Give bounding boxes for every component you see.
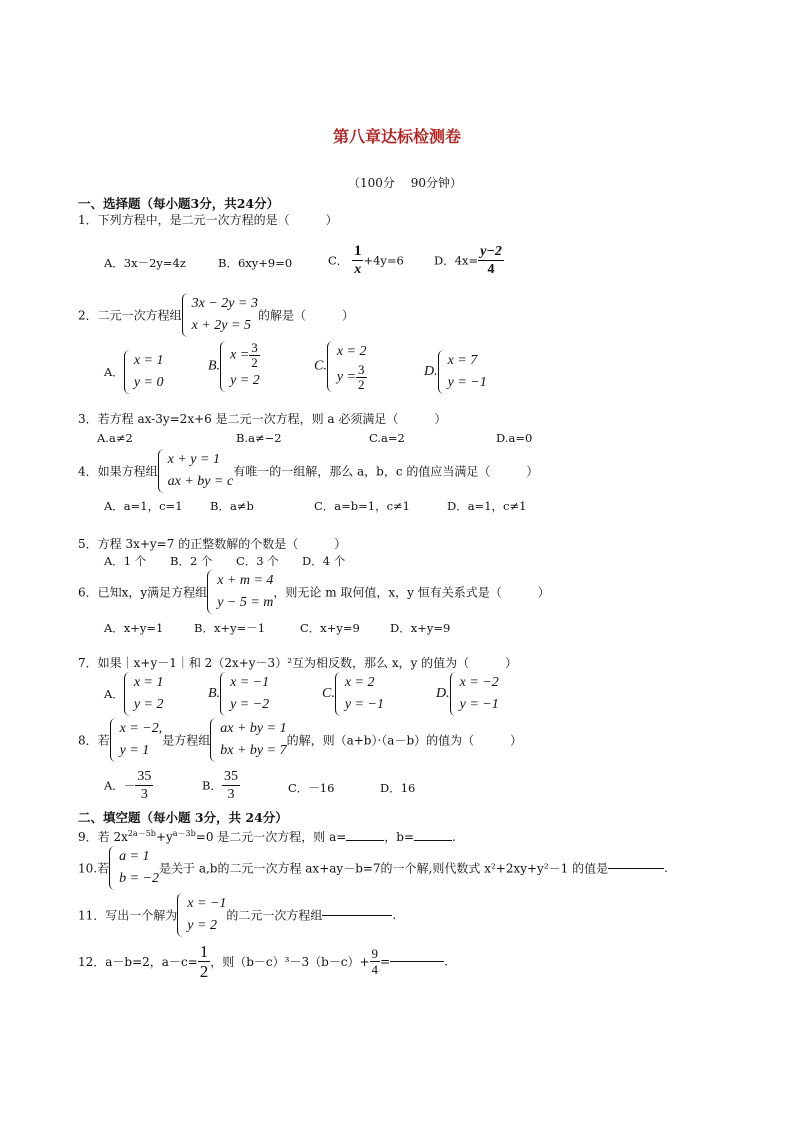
q8-stem-post: 的解，则（a+b）·（a－b）的值为（ ）	[286, 733, 523, 748]
page-title: 第八章达标检测卷	[332, 127, 461, 146]
q1-c-rest: +4y=6	[363, 253, 404, 268]
q4-stem	[78, 449, 538, 493]
q8-system	[210, 718, 286, 762]
q11-eq1: x = −1	[187, 896, 227, 911]
q2-b-label: B.	[208, 358, 221, 374]
q1-d-den: 4	[487, 262, 495, 277]
q3-option-d: D.a=0	[496, 431, 533, 445]
q6-option-a: A．x+y=1	[104, 621, 164, 635]
q6-option-c: C．x+y=9	[300, 621, 360, 635]
q12-post: =	[380, 954, 391, 969]
q8-b-num: 35	[223, 769, 238, 784]
q2-option-a	[104, 350, 163, 394]
q9-post: =0 是二元一次方程，则 a=	[195, 830, 347, 844]
q2-b-x	[228, 341, 260, 370]
q3-option-c: C.a=2	[369, 431, 405, 445]
q12-end: .	[444, 954, 448, 969]
q1-option-a: A．3x－2y=4z	[104, 256, 186, 270]
q4-eq1: x + y = 1	[167, 452, 220, 467]
q7-d-x: x = −2	[459, 675, 499, 690]
q2-option-d	[424, 350, 487, 394]
q7-a-system	[124, 672, 164, 716]
q2-a-y: y = 0	[133, 375, 164, 390]
q7-d-system	[450, 672, 499, 716]
q8-option-a	[104, 768, 153, 803]
q7-option-b	[208, 672, 269, 716]
q7-c-label: C.	[322, 686, 335, 701]
q12-den2: 4	[371, 962, 379, 977]
q2-c-system	[327, 341, 367, 392]
q12-pre: 12．a－b=2，a－c=	[78, 955, 198, 969]
q5-option-d: D．4 个	[302, 554, 346, 568]
q2-a-label: A．	[104, 365, 124, 379]
q2-stem	[78, 293, 354, 337]
q12-num1: 1	[199, 942, 209, 961]
q10-eq2: b = −2	[119, 871, 159, 886]
q2-c-den: 2	[358, 377, 365, 392]
q10	[78, 846, 668, 890]
q4-option-c: C．a=b=1，c≠1	[314, 499, 410, 513]
q8-option-c: C．－16	[288, 781, 335, 795]
q6-option-d: D．x+y=9	[390, 621, 451, 635]
q7-b-system	[220, 672, 269, 716]
q12-num2: 9	[371, 946, 379, 961]
q10-post: 是关于 a,b的二元一次方程 ax+ay－b=7的一个解,则代数式 x²+2xy+y²－1 的值是	[159, 861, 609, 876]
q7-d-label: D.	[436, 686, 450, 701]
q12-blank[interactable]	[390, 961, 444, 962]
q8-s1: x = −2,	[119, 721, 163, 736]
q7-stem: 7．如果｜x+y－1｜和 2（2x+y－3）²互为相反数，那么 x，y 的值为（ ）	[78, 656, 518, 670]
q8-stem	[78, 718, 522, 762]
q1-option-d	[434, 243, 504, 278]
q8-s2: y = 1	[119, 743, 150, 758]
q7-c-system	[335, 672, 384, 716]
q3-stem: 3．若方程 ax-3y=2x+6 是二元一次方程，则 a 必须满足（ ）	[78, 412, 447, 426]
section-choice-heading: 一、选择题（每小题3分，共24分）	[78, 196, 280, 211]
q2-c-label: C.	[314, 358, 327, 374]
q8-solution-system	[110, 718, 163, 762]
q2-d-system	[438, 350, 487, 394]
q7-option-c	[322, 672, 384, 716]
q12-den1: 2	[199, 962, 209, 981]
q12-frac2	[370, 946, 381, 977]
q11	[78, 893, 396, 937]
q9-pre: 9．若 2x	[78, 830, 128, 844]
q8-option-d: D．16	[380, 781, 416, 795]
q2-d-label: D.	[424, 364, 438, 379]
q11-pre: 11．写出一个解为	[78, 908, 178, 923]
q12-frac1	[198, 942, 211, 981]
q2-a-x: x = 1	[133, 353, 164, 368]
q2-c-num: 3	[358, 362, 365, 377]
q2-c-y-pre: y =	[336, 369, 357, 385]
q8-a-label: A．－	[104, 778, 136, 793]
q9-b-label: ，b=	[384, 830, 415, 844]
q10-eq1: a = 1	[119, 849, 150, 864]
q8-a-frac	[135, 768, 153, 803]
q8-b-label: B．	[202, 778, 222, 793]
q7-d-y: y = −1	[459, 697, 499, 712]
q6-stem	[78, 570, 550, 614]
q6-eq2: y − 5 = m	[217, 595, 274, 610]
q4-eq2: ax + by = c	[167, 474, 234, 489]
q1-c-num: 1	[353, 243, 362, 259]
q6-stem-post: ，则无论 m 取何值，x，y 恒有关系式是（ ）	[273, 585, 550, 600]
q6-system	[207, 570, 273, 614]
q5-option-b: B．2 个	[170, 554, 213, 568]
q2-d-x: x = 7	[447, 353, 478, 368]
q1-d-fraction	[478, 243, 504, 278]
q1-d-label: D．4x=	[434, 253, 479, 268]
q6-eq1: x + m = 4	[217, 573, 274, 588]
q2-option-b	[208, 341, 260, 392]
q1-stem: 1．下列方程中，是二元一次方程的是（ ）	[78, 213, 338, 227]
q10-system	[109, 846, 159, 890]
q2-c-x: x = 2	[336, 344, 367, 359]
q7-a-y: y = 2	[133, 697, 164, 712]
q10-pre: 10.若	[78, 861, 110, 876]
q2-b-den: 2	[251, 355, 258, 370]
q7-c-y: y = −1	[344, 697, 384, 712]
q11-blank[interactable]	[322, 915, 392, 916]
q8-eq1: ax + by = 1	[220, 721, 287, 736]
q8-option-b	[202, 768, 240, 803]
q2-eq2: x + 2y = 5	[191, 318, 251, 333]
score-time: （100分 90分钟）	[348, 176, 462, 190]
q1-c-label: C．	[328, 253, 349, 268]
q8-eq2: bx + by = 7	[220, 743, 287, 758]
q9-mid: +y	[155, 830, 173, 844]
q2-eq1: 3x − 2y = 3	[191, 296, 258, 311]
q9-blank-b[interactable]	[414, 840, 452, 841]
q4-system	[158, 449, 234, 493]
q2-b-x-pre: x =	[230, 347, 250, 363]
q2-b-y: y = 2	[230, 373, 260, 388]
section-fill-heading: 二、填空题（每小题 3分，共 24分）	[78, 810, 288, 825]
q9	[78, 828, 456, 845]
q2-b-num: 3	[251, 340, 258, 355]
q10-blank[interactable]	[608, 868, 664, 869]
q3-option-b: B.a≠−2	[236, 431, 282, 445]
q7-b-y: y = −2	[230, 697, 270, 712]
q4-option-d: D．a=1，c≠1	[447, 499, 527, 513]
q11-eq2: y = 2	[187, 918, 217, 933]
q3-option-a: A.a≠2	[97, 431, 133, 445]
q2-option-c	[314, 341, 367, 392]
q8-a-den: 3	[140, 787, 148, 802]
q8-stem-pre: 8．若	[78, 733, 110, 748]
q4-option-b: B．a≠b	[210, 499, 254, 513]
q7-option-d	[436, 672, 499, 716]
q9-sup1: 2a－5b	[127, 829, 156, 838]
q2-b-system	[220, 341, 260, 392]
q5-option-a: A．1 个	[104, 554, 147, 568]
q1-c-fraction	[352, 243, 364, 278]
q6-option-b: B．x+y=－1	[194, 621, 266, 635]
q12-mid: ，则（b－c）³－3（b－c）+	[210, 955, 370, 969]
q5-stem: 5．方程 3x+y=7 的正整数解的个数是（ ）	[78, 537, 347, 551]
q4-stem-pre: 4．如果方程组	[78, 464, 158, 479]
q6-stem-pre: 6．已知x，y满足方程组	[78, 585, 208, 600]
q11-system	[177, 893, 226, 937]
q10-end: .	[664, 861, 668, 875]
q1-option-c	[328, 243, 404, 278]
q2-system	[182, 293, 258, 337]
q7-a-label: A．	[104, 687, 124, 701]
q9-sup2: a－3b	[172, 829, 196, 838]
q1-option-b: B．6xy+9=0	[218, 256, 293, 270]
q8-b-frac	[222, 768, 240, 803]
q11-end: .	[392, 908, 397, 922]
q2-b-frac	[249, 341, 260, 370]
q2-stem-pre: 2．二元一次方程组	[78, 308, 182, 323]
q7-a-x: x = 1	[133, 675, 164, 690]
q11-post: 的二元一次方程组	[226, 908, 323, 923]
q7-c-x: x = 2	[344, 675, 375, 690]
q8-mid: 是方程组	[162, 733, 211, 748]
q1-c-den: x	[354, 262, 362, 277]
q9-end: .	[452, 830, 456, 844]
q2-stem-post: 的解是（ ）	[257, 308, 354, 323]
q9-blank-a[interactable]	[346, 840, 384, 841]
q7-option-a	[104, 672, 163, 716]
q5-option-c: C．3 个	[236, 554, 279, 568]
q7-b-label: B.	[208, 686, 221, 701]
q2-a-system	[124, 350, 164, 394]
q8-b-den: 3	[227, 787, 235, 802]
q2-d-y: y = −1	[447, 375, 487, 390]
q12	[78, 942, 448, 981]
q4-stem-post: 有唯一的一组解，那么 a，b，c 的值应当满足（ ）	[233, 464, 539, 479]
q1-d-num: y−2	[480, 244, 502, 259]
q2-c-y	[335, 363, 367, 392]
q4-option-a: A．a=1，c=1	[104, 499, 183, 513]
q8-a-num: 35	[137, 769, 152, 784]
q7-b-x: x = −1	[230, 675, 270, 690]
q2-c-frac	[356, 363, 367, 392]
